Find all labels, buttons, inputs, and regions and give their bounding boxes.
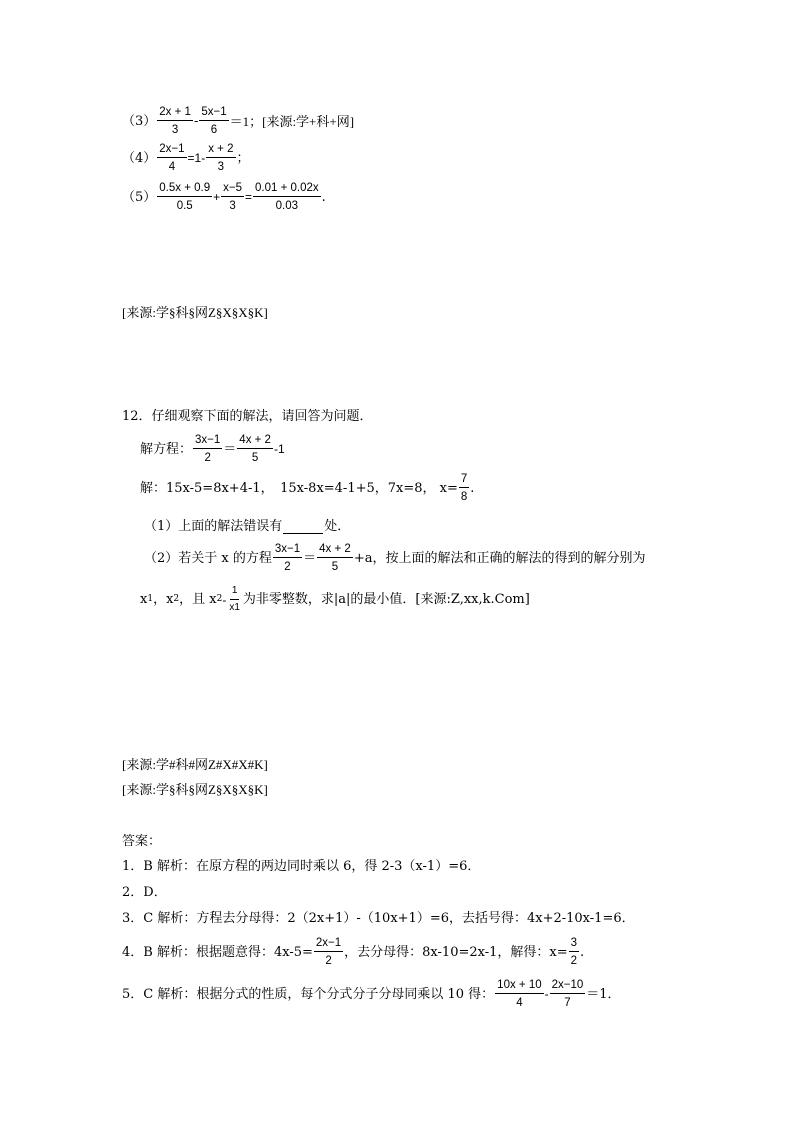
item-4: （4） $\frac{2x-1}{4}$ =1- $\frac{x + 2}{3}$ ； (122, 143, 250, 174)
item-3: （3） $\frac{2x + 1}{3}$ - $\frac{5x-1}{6}$ ＝1；[来源:学+科+网] (122, 106, 355, 137)
question-12-equation: 解方程： $\frac{3x-1}{2}$ ＝ $\frac{4x + 2}{5}$ -1 (140, 434, 285, 465)
question-12-title: 12．仔细观察下面的解法，请回答为问题． (122, 409, 373, 424)
item-4-fraction-2: $\frac{x + 2}{3}$ (208, 143, 234, 174)
item-3-fraction-1: $\frac{2x + 1}{3}$ (159, 106, 191, 137)
item-3-tail: ＝1；[来源:学+科+网] (229, 113, 355, 129)
question-12-part-1: （1）上面的解法错误有 处． (144, 519, 351, 534)
item-5-fraction-3: $\frac{0.01 + 0.02x}{0.03}$ (255, 182, 319, 213)
item-5: （5） $\frac{0.5x + 0.9}{0.5}$ + $\frac{x-5}{3}$ = $\frac{0.01 + 0.02x}{0.03}$ . (122, 182, 326, 213)
answers-heading: 答案： (122, 834, 162, 849)
item-4-label: （4） (122, 150, 157, 166)
answer-blank[interactable] (283, 519, 323, 534)
item-5-fraction-1: $\frac{0.5x + 0.9}{0.5}$ (159, 182, 211, 213)
answer-4: 4．B 解析：根据题意得：4x-5= $\frac{2x-1}{2}$ ，去分母得：8x-10=2x-1，解得：x= $\frac{3}{2}$ . (122, 937, 585, 968)
item-5-fraction-2: $\frac{x-5}{3}$ (223, 182, 243, 213)
item-3-fraction-2: $\frac{5x-1}{6}$ (201, 106, 227, 137)
item-3-label: （3） (122, 113, 157, 129)
question-12-part-2: （2）若关于 x 的方程 $\frac{3x-1}{2}$ ＝ $\frac{4x + 2}{5}$ +a，按上面的解法和正确的解法的得到的解分别为 (144, 543, 646, 574)
source-note-2: [来源:学#科#网Z#X#X#K] (122, 757, 268, 772)
answer-1: 1．B 解析：在原方程的两边同时乘以 6，得 2-3（x-1）=6． (122, 859, 481, 874)
item-4-fraction-1: $\frac{2x-1}{4}$ (159, 143, 185, 174)
item-5-label: （5） (122, 189, 157, 205)
question-12-solution: 解：15x-5=8x+4-1， 15x-8x=4-1+5，7x=8， x= $\frac{7}{8}$ . (140, 473, 475, 504)
answer-5: 5．C 解析：根据分式的性质，每个分式分子分母同乘以 10 得： $\frac{10x + 10}{4}$ - $\frac{2x-10}{7}$ ＝1． (122, 979, 621, 1010)
source-note-1: [来源:学§科§网Z§X§X§K] (122, 305, 268, 320)
answer-2: 2．D． (122, 885, 167, 900)
answer-3: 3．C 解析：方程去分母得：2（2x+1）-（10x+1）=6，去括号得：4x+2-10x-1=6． (122, 911, 635, 926)
question-12-part-2-continued: x 1 ，x 2 ，且 x 2 - $\frac{1}{x1}$ 为非零整数，求|a|的最小值．[来源:Z,xx,k.Com] (140, 585, 530, 613)
source-note-3: [来源:学§科§网Z§X§X§K] (122, 782, 268, 797)
